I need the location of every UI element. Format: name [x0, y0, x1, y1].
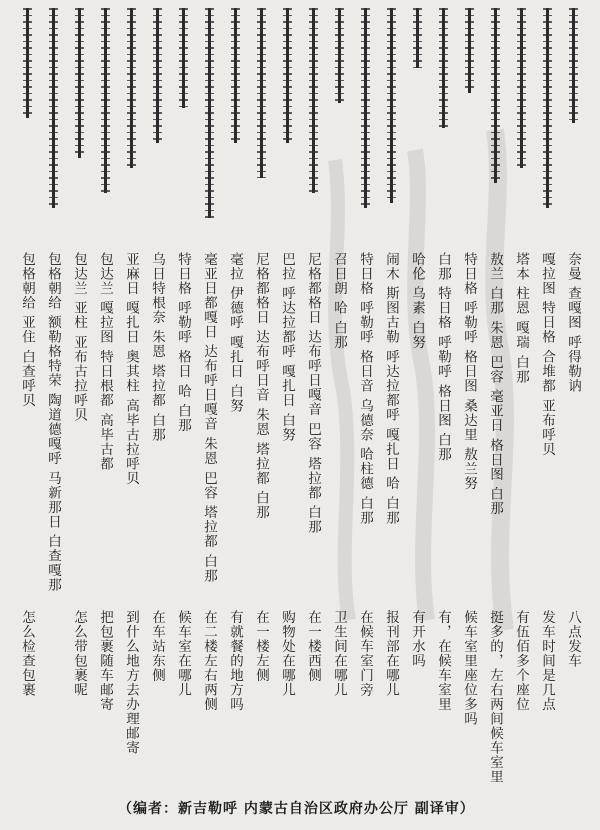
meaning-line: 到什么地方去办理邮寄: [123, 610, 139, 755]
meaning-line: 卫生间在哪儿: [331, 610, 347, 697]
translit-line: 尼格都格日 达布呼日嘎音 巴容 塔拉都 白那: [305, 252, 321, 535]
mongolian-line: [234, 8, 249, 143]
translit-line: 敖兰 白那 朱恩 巴容 毫亚日 格日图 白那: [487, 252, 503, 516]
translit-line: 巴拉 呼达拉都呼 嘎扎日 白努: [279, 252, 295, 442]
meaning-line: 怎么带包裹呢: [71, 610, 87, 697]
mongolian-line: [104, 8, 119, 193]
translit-line: 塔本 柱恩 嘎瑞 白那: [513, 252, 529, 384]
translit-line: 包达兰 亚柱 亚布古拉呼贝: [71, 252, 87, 423]
meaning-line: 有伍佰多个座位: [513, 610, 529, 712]
mongolian-line: [130, 8, 145, 168]
translit-line: 尼格都格日 达布呼日音 朱恩 塔拉都 白那: [253, 252, 269, 520]
meaning-line: 在候车室门旁: [357, 610, 373, 697]
meaning-line: 在一楼左侧: [253, 610, 269, 683]
translit-line: 包达兰 嘎拉图 特日根都 高毕古都: [97, 252, 113, 471]
mongolian-line: [572, 8, 587, 123]
meaning-line: 候车室里座位多吗: [461, 610, 477, 726]
translit-line: 召日朗 哈 白那: [331, 252, 347, 350]
translit-line: 白那 特日格 呼勒呼 格日图 白那: [435, 252, 451, 462]
meaning-line: 有就餐的地方吗: [227, 610, 243, 712]
translit-line: 亚麻日 嘎扎日 奥其柱 高毕古拉呼贝: [123, 252, 139, 486]
meaning-line: 购物处在哪儿: [279, 610, 295, 697]
mongolian-line: [52, 8, 67, 208]
translit-line: 特日格 呼勒呼 格日 哈 白那: [175, 252, 191, 433]
mongolian-line: [286, 8, 301, 143]
meaning-line: 在一楼西侧: [305, 610, 321, 683]
meaning-line: 候车室在哪儿: [175, 610, 191, 697]
translit-line: 毫亚日都嘎日 达布呼日嘎音 朱恩 巴容 塔拉都 白那: [201, 252, 217, 583]
translit-line: 毫拉 伊德呼 嘎扎日 白努: [227, 252, 243, 413]
mongolian-line: [546, 8, 561, 208]
mongolian-line: [364, 8, 379, 208]
meaning-line: 有开水吗: [409, 610, 425, 668]
mongolian-line: [312, 8, 327, 193]
mongolian-line: [416, 8, 431, 68]
editor-caption: （编者：新吉勒呼 内蒙古自治区政府办公厅 副译审）: [118, 801, 475, 817]
mongolian-line: [520, 8, 535, 168]
mongolian-line: [468, 8, 483, 93]
meaning-line: 挺多的，左右两间候车室里: [487, 610, 503, 784]
mongolian-line: [338, 8, 353, 103]
mongolian-line: [260, 8, 275, 178]
translit-line: 特日格 呼勒呼 格日图 桑达里 敖兰努: [461, 252, 477, 491]
translit-line: 哈伦 乌素 白努: [409, 252, 425, 350]
meaning-line: 有，在候车室里: [435, 610, 451, 712]
translit-line: 包格朝给 亚住 白查呼贝: [19, 252, 35, 408]
mongolian-line: [494, 8, 509, 183]
mongolian-line: [26, 8, 41, 118]
translit-line: 乌日特根奈 朱恩 塔拉都 白那: [149, 252, 165, 442]
translit-line: 嘎拉图 特日格 合堆都 亚布呼贝: [539, 252, 555, 457]
transliteration-block: [0, 252, 600, 597]
mongolian-line: [78, 8, 93, 158]
meaning-line: 在二楼左右两侧: [201, 610, 217, 712]
translit-line: 包格朝给 额勒格特荣 陶道德嘎呼 马新那日 白查嘎那: [45, 252, 61, 593]
translit-line: 闹木 斯图古勒 呼达拉都呼 嘎扎日 哈 白那: [383, 252, 399, 525]
translit-line: 奈曼 查嘎图 呼得勒讷: [565, 252, 581, 394]
meaning-line: 在车站东侧: [149, 610, 165, 683]
mongolian-line: [156, 8, 171, 143]
meaning-line: 八点发车: [565, 610, 581, 668]
meaning-line: 把包裹随车邮寄: [97, 610, 113, 712]
mongolian-line: [182, 8, 197, 108]
mongolian-line: [442, 8, 457, 128]
mongolian-script-block: [20, 8, 590, 238]
meaning-block: [0, 610, 600, 784]
meaning-line: 报刊部在哪儿: [383, 610, 399, 697]
mongolian-line: [390, 8, 405, 203]
meaning-line: 发车时间是几点: [539, 610, 555, 712]
mongolian-line: [208, 8, 223, 218]
meaning-line: 怎么检查包裹: [19, 610, 35, 697]
translit-line: 特日格 呼勒呼 格日音 乌德奈 哈柱德 白那: [357, 252, 373, 525]
